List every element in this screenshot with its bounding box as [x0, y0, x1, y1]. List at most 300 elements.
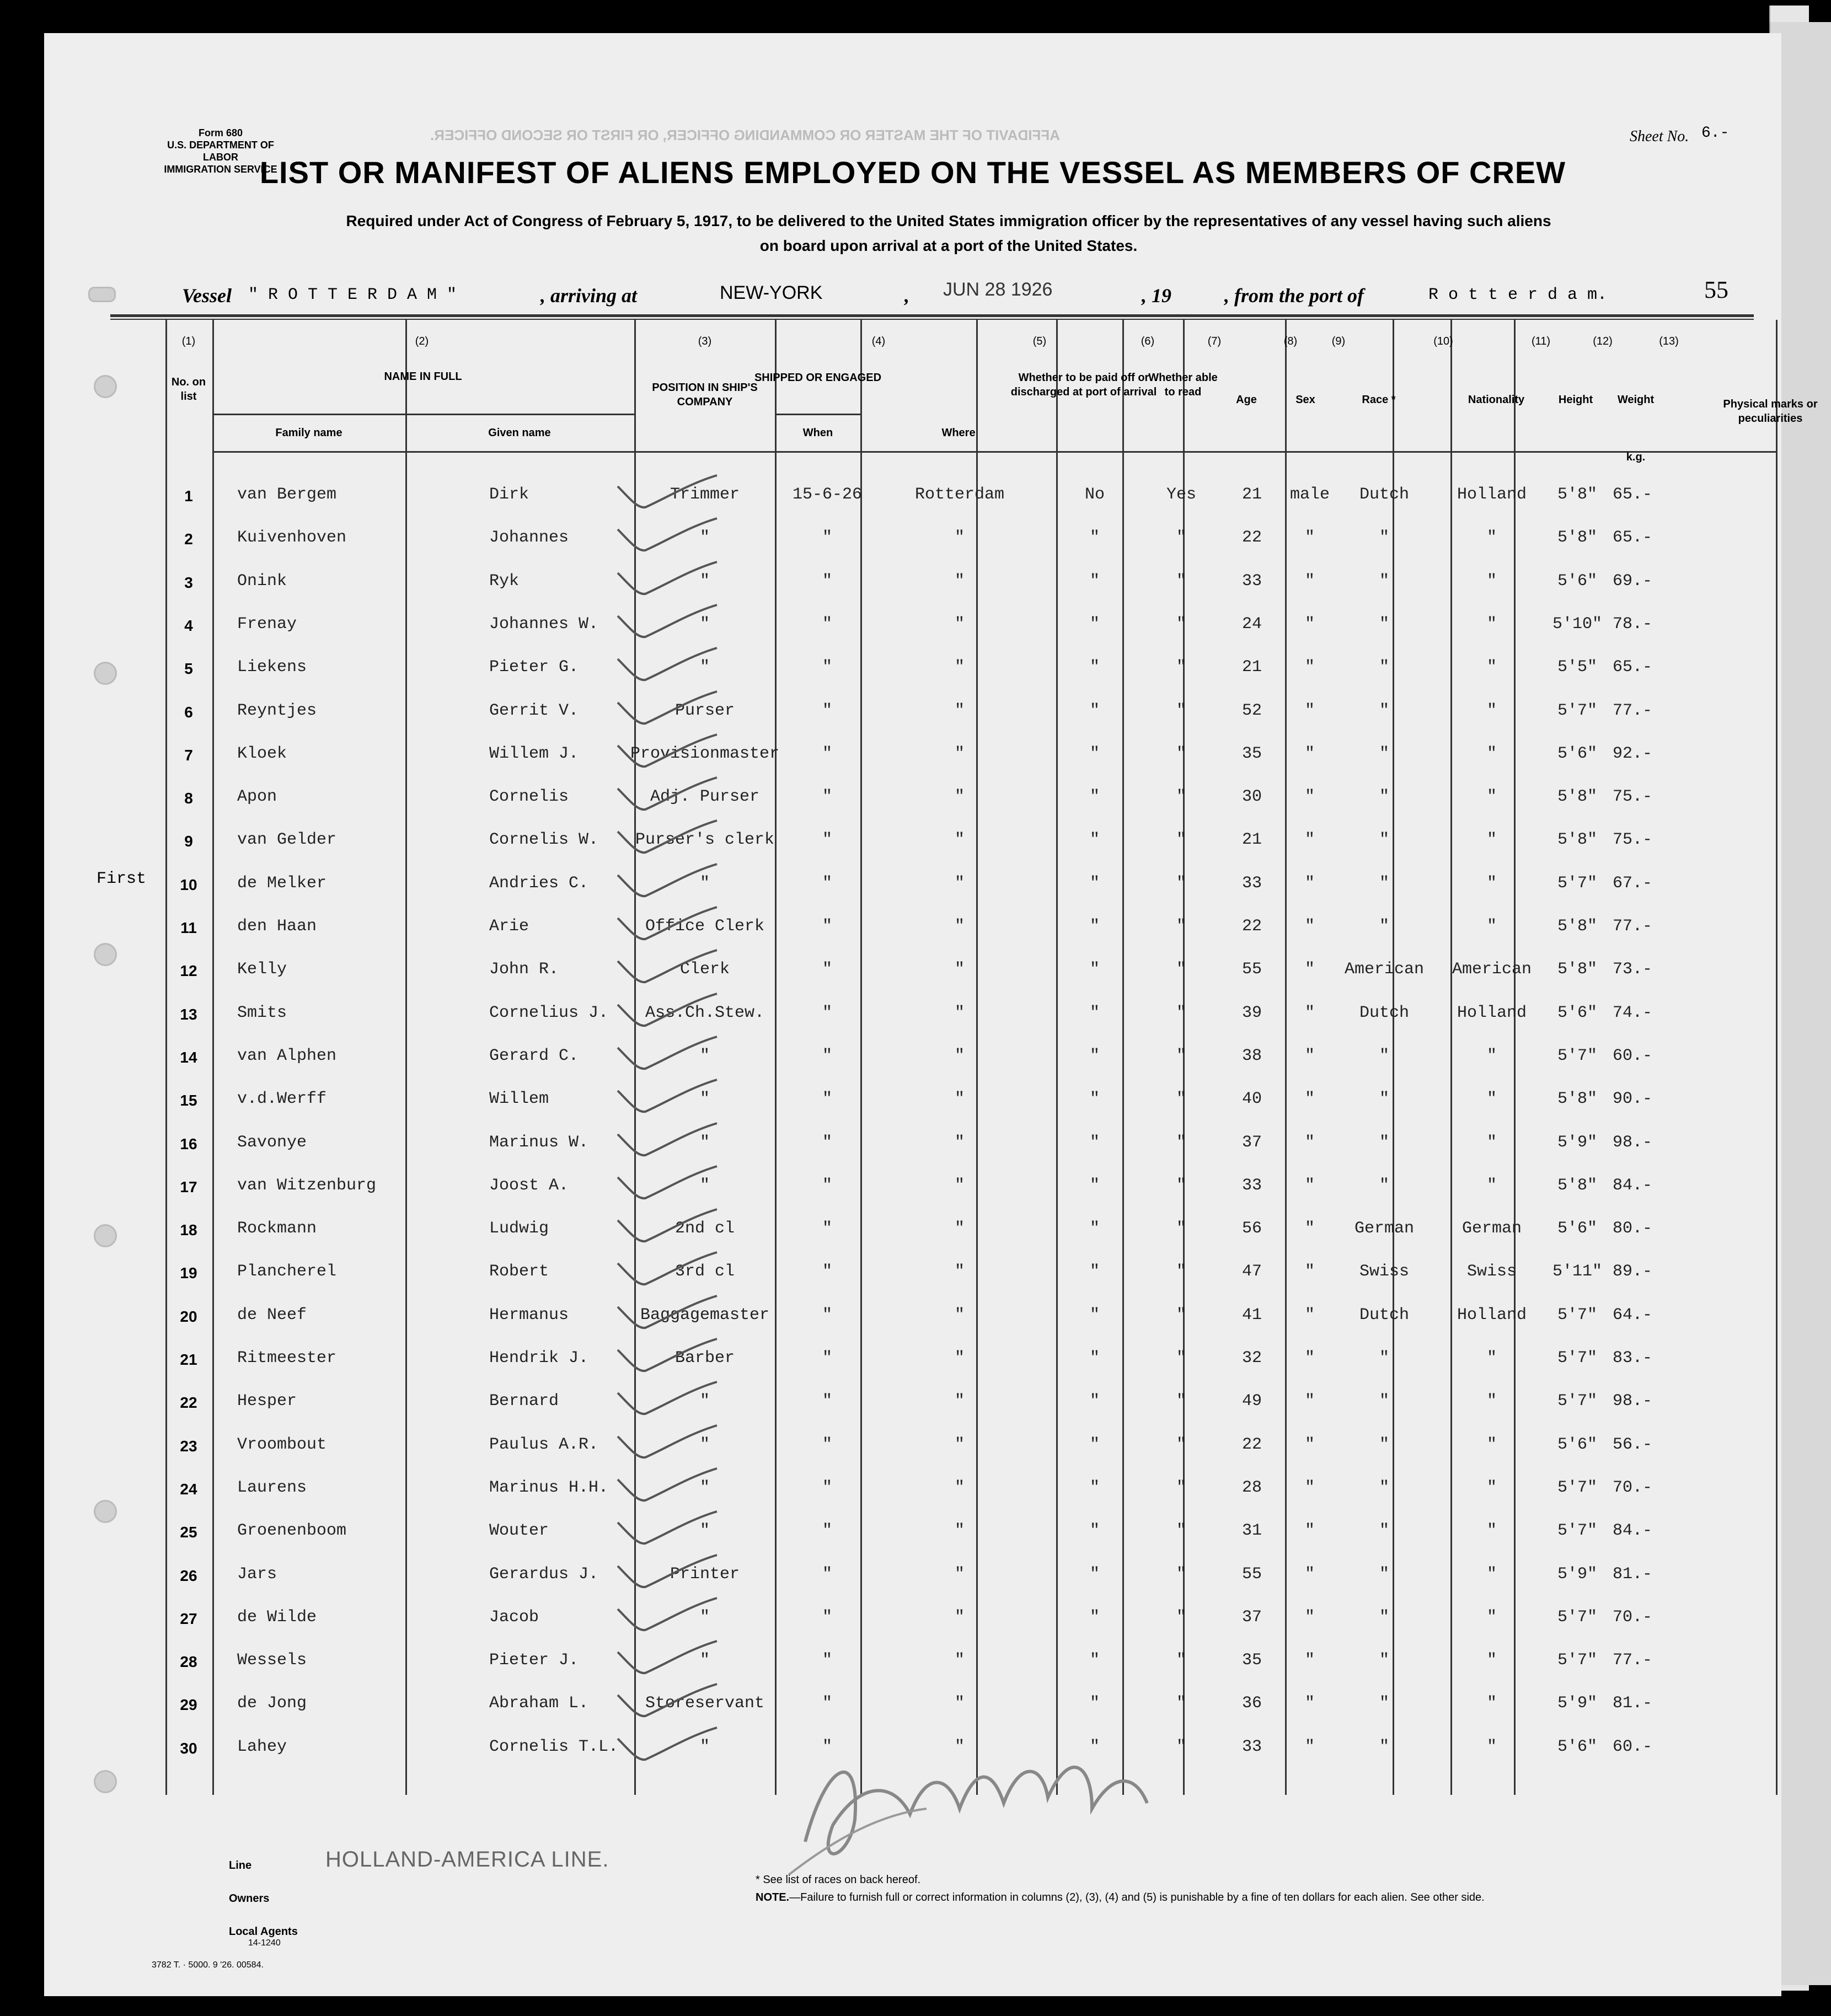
header-given-name: Given name [488, 427, 551, 439]
races-footnote: * See list of races on back hereof. [756, 1874, 921, 1886]
cell-nationality: " [1486, 528, 1497, 548]
cell-row-number: 5 [184, 660, 193, 678]
cell-row-number: 27 [180, 1610, 197, 1627]
cell-nationality: " [1486, 658, 1497, 677]
cell-race: " [1379, 528, 1389, 548]
cell-height: 5'7" [1557, 1478, 1597, 1497]
cell-when: " [822, 1133, 832, 1152]
cell-when: " [822, 571, 832, 591]
cell-age: 32 [1241, 1349, 1262, 1368]
cell-race: " [1379, 744, 1389, 763]
cell-where: " [954, 1046, 965, 1065]
cell-race: " [1379, 787, 1389, 807]
header-age: Age [1236, 394, 1257, 406]
checkmark-icon [607, 513, 728, 557]
cell-where: " [954, 1003, 965, 1022]
cell-nationality: " [1486, 744, 1497, 763]
cell-age: 33 [1241, 873, 1262, 893]
header-rule [775, 414, 860, 415]
table-top-rule-thin [110, 319, 1754, 320]
binder-hole [94, 662, 117, 685]
cell-paid-off: " [1089, 571, 1100, 591]
cell-position: Clerk [679, 960, 730, 979]
cell-position: Office Clerk [645, 917, 765, 936]
checkmark-icon [607, 859, 728, 903]
cell-weight: 81.- [1612, 1694, 1652, 1713]
cell-height: 5'7" [1557, 1392, 1597, 1411]
checkmark-icon [607, 470, 728, 514]
header-shipped-or-engaged: SHIPPED OR ENGAGED [754, 372, 882, 384]
from-port-label: , from the port of [1224, 285, 1364, 307]
cell-age: 52 [1241, 701, 1262, 720]
cell-able-to-read: " [1176, 787, 1186, 807]
cell-able-to-read: " [1176, 830, 1186, 850]
cell-age: 33 [1241, 1176, 1262, 1195]
cell-able-to-read: " [1176, 917, 1186, 936]
cell-able-to-read: " [1176, 1435, 1186, 1454]
header-height: Height [1558, 394, 1593, 406]
cell-where: " [954, 1305, 965, 1325]
cell-nationality: " [1486, 1133, 1497, 1152]
cell-paid-off: " [1089, 873, 1100, 893]
cell-family-name: Vroombout [237, 1435, 327, 1454]
cell-row-number: 13 [180, 1005, 197, 1023]
cell-when: " [822, 1262, 832, 1282]
cell-nationality: German [1461, 1219, 1522, 1238]
cell-able-to-read: " [1176, 1651, 1186, 1670]
cell-given-name: Pieter G. [489, 658, 579, 677]
header-physical-marks: Physical marks or peculiarities [1723, 398, 1818, 425]
cell-able-to-read: " [1176, 1349, 1186, 1368]
department-name: U.S. DEPARTMENT OF LABOR [167, 140, 274, 163]
cell-given-name: Jacob [489, 1607, 539, 1627]
cell-when: " [822, 960, 832, 979]
cell-given-name: Johannes W. [489, 614, 599, 634]
cell-able-to-read: " [1176, 1219, 1186, 1238]
cell-sex: " [1304, 571, 1315, 591]
checkmark-icon [607, 772, 728, 816]
cell-age: 35 [1241, 744, 1262, 763]
cell-given-name: Marinus W. [489, 1133, 589, 1152]
cell-position: Storeservant [645, 1694, 765, 1713]
cell-race: " [1379, 1737, 1389, 1756]
cell-given-name: Wouter [489, 1521, 549, 1541]
cell-age: 47 [1241, 1262, 1262, 1282]
cell-weight: 78.- [1612, 614, 1652, 634]
cell-row-number: 28 [180, 1653, 197, 1671]
cell-nationality: " [1486, 1564, 1497, 1584]
cell-nationality: " [1486, 1521, 1497, 1541]
cell-nationality: " [1486, 1046, 1497, 1065]
cell-position: " [699, 873, 710, 893]
cell-age: 28 [1241, 1478, 1262, 1497]
cell-sex: " [1304, 1090, 1315, 1109]
checkmark-icon [607, 556, 728, 600]
cell-given-name: Bernard [489, 1392, 559, 1411]
checkmark-icon [607, 815, 728, 859]
cell-race: " [1379, 1176, 1389, 1195]
cell-family-name: Savonye [237, 1133, 307, 1152]
cell-when: " [822, 1219, 832, 1238]
checkmark-icon [607, 1463, 728, 1507]
cell-sex: " [1304, 1651, 1315, 1670]
cell-race: " [1379, 873, 1389, 893]
cell-age: 49 [1241, 1392, 1262, 1411]
cell-age: 37 [1241, 1607, 1262, 1627]
cell-paid-off: " [1089, 1694, 1100, 1713]
column-number: (12) [1593, 335, 1613, 347]
cell-nationality: " [1486, 1478, 1497, 1497]
cell-given-name: Willem [489, 1090, 549, 1109]
cell-age: 56 [1241, 1219, 1262, 1238]
header-weight-unit: k.g. [1626, 451, 1646, 463]
cell-able-to-read: " [1176, 528, 1186, 548]
cell-position: Trimmer [670, 485, 740, 504]
cell-age: 21 [1241, 485, 1262, 504]
page-number: 55 [1704, 276, 1728, 303]
cell-where: " [954, 1349, 965, 1368]
cell-race: " [1379, 1090, 1389, 1109]
cell-paid-off: " [1089, 1521, 1100, 1541]
cell-race: Swiss [1359, 1262, 1409, 1282]
header-no-on-list: No. on list [171, 376, 206, 403]
cell-given-name: Gerardus J. [489, 1564, 599, 1584]
cell-race: " [1379, 701, 1389, 720]
cell-weight: 65.- [1612, 485, 1652, 504]
cell-age: 22 [1241, 917, 1262, 936]
cell-sex: " [1304, 528, 1315, 548]
cell-able-to-read: " [1176, 1607, 1186, 1627]
form-number: Form 680 [198, 127, 243, 138]
cell-given-name: Cornelius J. [489, 1003, 609, 1022]
cell-given-name: Cornelis W. [489, 830, 599, 850]
vessel-name: " R O T T E R D A M " [248, 286, 457, 304]
cell-paid-off: " [1089, 1176, 1100, 1195]
cell-height: 5'7" [1557, 1607, 1597, 1627]
cell-position: 2nd cl [674, 1219, 735, 1238]
cell-family-name: Laurens [237, 1478, 307, 1497]
cell-paid-off: " [1089, 960, 1100, 979]
cell-race: " [1379, 614, 1389, 634]
cell-height: 5'6" [1557, 1219, 1597, 1238]
cell-nationality: " [1486, 830, 1497, 850]
cell-paid-off: " [1089, 1262, 1100, 1282]
cell-height: 5'7" [1557, 1046, 1597, 1065]
cell-when: " [822, 1737, 832, 1756]
cell-sex: " [1304, 701, 1315, 720]
cell-weight: 65.- [1612, 528, 1652, 548]
cell-family-name: Wessels [237, 1651, 307, 1670]
sheet-number-label: Sheet No. [1630, 128, 1689, 145]
sheet-number-value: 6.- [1701, 125, 1730, 142]
cell-paid-off: " [1089, 1564, 1100, 1584]
cell-race: " [1379, 830, 1389, 850]
cell-row-number: 2 [184, 530, 193, 548]
cell-when: " [822, 658, 832, 677]
header-nationality: Nationality [1468, 394, 1525, 406]
cell-age: 41 [1241, 1305, 1262, 1325]
cell-sex: " [1304, 1176, 1315, 1195]
cell-height: 5'6" [1557, 1737, 1597, 1756]
cell-sex: " [1304, 1478, 1315, 1497]
cell-nationality: " [1486, 787, 1497, 807]
cell-paid-off: " [1089, 917, 1100, 936]
cell-weight: 70.- [1612, 1607, 1652, 1627]
cell-sex: " [1304, 873, 1315, 893]
header-where: Where [941, 427, 976, 439]
cell-where: " [954, 1651, 965, 1670]
cell-weight: 77.- [1612, 1651, 1652, 1670]
cell-sex: " [1304, 1694, 1315, 1713]
cell-row-number: 23 [180, 1437, 197, 1455]
cell-position: " [699, 1737, 710, 1756]
cell-where: " [954, 787, 965, 807]
footer-owners-label: Owners [229, 1892, 270, 1905]
cell-row-number: 22 [180, 1394, 197, 1412]
cell-weight: 56.- [1612, 1435, 1652, 1454]
cell-height: 5'6" [1557, 1435, 1597, 1454]
cell-age: 22 [1241, 1435, 1262, 1454]
cell-row-number: 20 [180, 1307, 197, 1325]
cell-sex: male [1289, 485, 1330, 504]
cell-position: " [699, 1090, 710, 1109]
cell-paid-off: " [1089, 658, 1100, 677]
cell-height: 5'9" [1557, 1133, 1597, 1152]
cell-row-number: 3 [184, 573, 193, 591]
cell-sex: " [1304, 917, 1315, 936]
cell-sex: " [1304, 787, 1315, 807]
cell-row-number: 16 [180, 1135, 197, 1152]
cell-given-name: Marinus H.H. [489, 1478, 609, 1497]
cell-given-name: Robert [489, 1262, 549, 1282]
header-family-name: Family name [275, 427, 342, 439]
cell-row-number: 10 [180, 876, 197, 893]
cell-paid-off: " [1089, 1478, 1100, 1497]
cell-sex: " [1304, 1133, 1315, 1152]
cell-given-name: Willem J. [489, 744, 579, 763]
from-port: R o t t e r d a m. [1428, 286, 1608, 304]
cell-sex: " [1304, 960, 1315, 979]
cell-paid-off: " [1089, 1133, 1100, 1152]
checkmark-icon [607, 988, 728, 1032]
cell-able-to-read: " [1176, 1090, 1186, 1109]
cell-given-name: Dirk [489, 485, 529, 504]
cell-when: " [822, 1435, 832, 1454]
arriving-port: NEW-YORK [720, 282, 823, 303]
cell-race: " [1379, 1564, 1389, 1584]
checkmark-icon [607, 1118, 728, 1162]
cell-row-number: 6 [184, 703, 193, 721]
cell-family-name: van Alphen [237, 1046, 337, 1065]
penalty-note [756, 1891, 1485, 1904]
column-number: (2) [415, 335, 429, 347]
checkmark-icon [607, 686, 728, 730]
cell-family-name: de Jong [237, 1694, 307, 1713]
checkmark-icon [607, 1593, 728, 1637]
table-top-rule [110, 314, 1754, 317]
cell-where: " [954, 830, 965, 850]
cell-family-name: Ritmeester [237, 1349, 337, 1368]
affidavit-bleed-through: AFFIDAVIT OF THE MASTER OR COMMANDING OFFICER, OR FIRST OR SECOND OFFICER. [430, 127, 1061, 143]
cell-nationality: Holland [1457, 1305, 1527, 1325]
cell-family-name: Rockmann [237, 1219, 317, 1238]
cell-sex: " [1304, 1737, 1315, 1756]
cell-race: " [1379, 1478, 1389, 1497]
column-number: (11) [1531, 335, 1551, 347]
cell-nationality: Holland [1457, 1003, 1527, 1022]
cell-given-name: Cornelis T.L. [489, 1737, 619, 1756]
cell-when: " [822, 1478, 832, 1497]
subtitle-line-1: Required under Act of Congress of February 5, 1917, to be delivered to the United States immigration officer by the representatives of any vessel having such aliens [346, 212, 1551, 229]
cell-nationality: " [1486, 873, 1497, 893]
cell-race: " [1379, 1521, 1389, 1541]
cell-position: " [699, 571, 710, 591]
cell-age: 30 [1241, 787, 1262, 807]
binder-hole [94, 1500, 117, 1523]
cell-position: " [699, 1478, 710, 1497]
cell-where: " [954, 614, 965, 634]
cell-when: " [822, 917, 832, 936]
cell-family-name: Liekens [237, 658, 307, 677]
cell-race: " [1379, 658, 1389, 677]
cell-family-name: de Neef [237, 1305, 307, 1325]
column-number: (4) [871, 335, 886, 347]
cell-nationality: " [1486, 1435, 1497, 1454]
cell-sex: " [1304, 614, 1315, 634]
cell-paid-off: " [1089, 614, 1100, 634]
cell-height: 5'6" [1557, 1003, 1597, 1022]
cell-nationality: " [1486, 1651, 1497, 1670]
checkmark-icon [607, 1722, 728, 1766]
cell-weight: 64.- [1612, 1305, 1652, 1325]
cell-race: " [1379, 571, 1389, 591]
cell-race: " [1379, 1651, 1389, 1670]
cell-position: Purser's clerk [635, 830, 775, 850]
cell-weight: 65.- [1612, 658, 1652, 677]
cell-weight: 74.- [1612, 1003, 1652, 1022]
cell-nationality: " [1486, 571, 1497, 591]
cell-family-name: v.d.Werff [237, 1090, 327, 1109]
cell-weight: 84.- [1612, 1521, 1652, 1541]
cell-sex: " [1304, 1521, 1315, 1541]
cell-weight: 70.- [1612, 1478, 1652, 1497]
cell-able-to-read: " [1176, 1046, 1186, 1065]
cell-given-name: Ludwig [489, 1219, 549, 1238]
cell-able-to-read: " [1176, 1694, 1186, 1713]
cell-when: 15-6-26 [792, 485, 863, 504]
cell-when: " [822, 787, 832, 807]
cell-row-number: 8 [184, 790, 193, 807]
cell-where: " [954, 571, 965, 591]
cell-row-number: 9 [184, 833, 193, 850]
cell-height: 5'6" [1557, 744, 1597, 763]
cell-weight: 75.- [1612, 830, 1652, 850]
cell-row-number: 17 [180, 1178, 197, 1195]
cell-when: " [822, 1607, 832, 1627]
checkmark-icon [607, 1161, 728, 1205]
checkmark-icon [607, 599, 728, 644]
cell-sex: " [1304, 1219, 1315, 1238]
date-stamp: JUN 28 1926 [943, 279, 1053, 300]
cell-sex: " [1304, 830, 1315, 850]
vessel-label: Vessel [182, 285, 232, 307]
cell-given-name: Joost A. [489, 1176, 569, 1195]
cell-height: 5'8" [1557, 1090, 1597, 1109]
cell-able-to-read: " [1176, 1305, 1186, 1325]
cell-height: 5'8" [1557, 1176, 1597, 1195]
header-position: POSITION IN SHIP'S COMPANY [652, 382, 758, 408]
cell-given-name: John R. [489, 960, 559, 979]
cell-when: " [822, 744, 832, 763]
year-label: , 19 [1142, 285, 1171, 307]
note-text: —Failure to furnish full or correct information in columns (2), (3), (4) and (5) is punishable by a fine of ten dollars for each alien. See other side. [789, 1891, 1485, 1904]
column-number: (8) [1283, 335, 1298, 347]
cell-paid-off: " [1089, 1737, 1100, 1756]
subtitle-line-2: on board upon arrival at a port of the United States. [759, 237, 1138, 254]
cell-where: " [954, 1435, 965, 1454]
binder-slot [88, 287, 116, 302]
cell-able-to-read: " [1176, 744, 1186, 763]
cell-row-number: 11 [180, 919, 197, 936]
cell-where: " [954, 1521, 965, 1541]
cell-race: Dutch [1359, 1305, 1409, 1325]
cell-when: " [822, 873, 832, 893]
cell-weight: 81.- [1612, 1564, 1652, 1584]
cell-where: " [954, 917, 965, 936]
binder-hole [94, 375, 117, 398]
cell-able-to-read: " [1176, 1737, 1186, 1756]
cell-when: " [822, 1521, 832, 1541]
cell-row-number: 19 [180, 1264, 197, 1282]
cell-nationality: " [1486, 614, 1497, 634]
header-paid-off: Whether to be paid off or discharged at port of arrival [1010, 372, 1157, 398]
checkmark-icon [607, 642, 728, 687]
cell-nationality: " [1486, 1176, 1497, 1195]
cell-weight: 98.- [1612, 1133, 1652, 1152]
cell-family-name: Kloek [237, 744, 287, 763]
cell-paid-off: " [1089, 830, 1100, 850]
cell-height: 5'7" [1557, 1521, 1597, 1541]
cell-weight: 75.- [1612, 787, 1652, 807]
cell-where: " [954, 1090, 965, 1109]
cell-race: " [1379, 1133, 1389, 1152]
checkmark-icon [607, 1549, 728, 1594]
cell-family-name: van Gelder [237, 830, 337, 850]
cell-when: " [822, 528, 832, 548]
print-code: 3782 T. · 5000. 9 '26. 00584. [152, 1960, 264, 1970]
cell-row-number: 26 [180, 1567, 197, 1584]
cell-family-name: Smits [237, 1003, 287, 1022]
cell-paid-off: " [1089, 528, 1100, 548]
cell-weight: 90.- [1612, 1090, 1652, 1109]
cell-when: " [822, 1564, 832, 1584]
cell-row-number: 7 [184, 746, 193, 764]
footer-line-label: Line [229, 1859, 252, 1872]
cell-when: " [822, 1651, 832, 1670]
cell-family-name: van Bergem [237, 485, 337, 504]
service-name: IMMIGRATION SERVICE [164, 164, 277, 175]
cell-able-to-read: " [1176, 1478, 1186, 1497]
column-number: (5) [1032, 335, 1047, 347]
cell-position: " [699, 614, 710, 634]
cell-paid-off: " [1089, 1305, 1100, 1325]
column-rule [212, 320, 214, 1795]
cell-where: Rotterdam [914, 485, 1005, 504]
cell-given-name: Johannes [489, 528, 569, 548]
checkmark-icon [607, 1074, 728, 1118]
cell-row-number: 30 [180, 1739, 197, 1757]
cell-position: " [699, 1392, 710, 1411]
